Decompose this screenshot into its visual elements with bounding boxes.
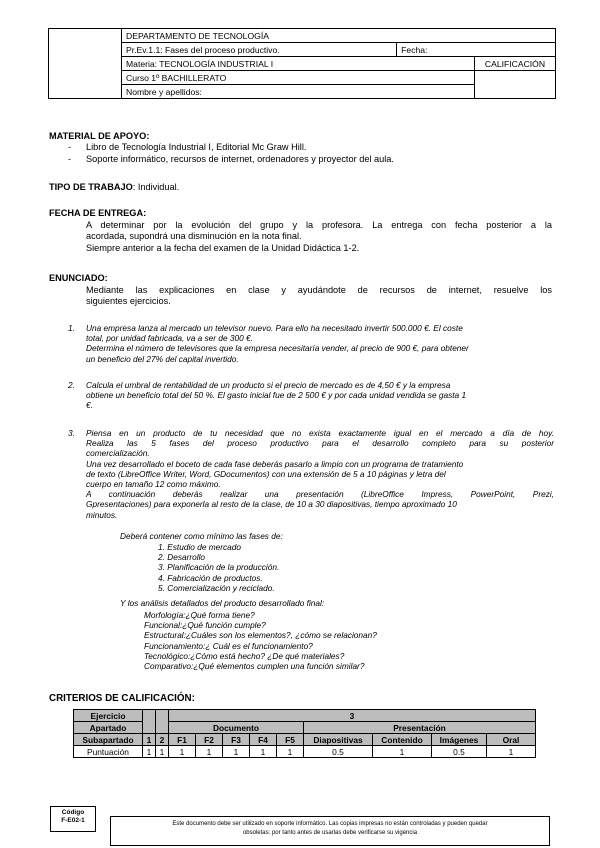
enunciado-line: Mediante las explicaciones en clase y ayudándote de recursos de internet, resuelve los	[86, 285, 552, 295]
tipo-value: : Individual.	[132, 182, 180, 192]
sub-cell: F5	[277, 734, 304, 746]
exercise-line: €.	[86, 400, 93, 411]
fecha-line: acordada, supondrá una disminución en la nota final.	[86, 231, 302, 242]
exercise-line: Realiza las 5 fases del proceso productivo para el desarrollo completo para su posterior	[86, 438, 554, 449]
phase-item: 1. Estudio de mercado	[158, 542, 242, 552]
score-cell: 1	[373, 746, 432, 758]
notice-box	[110, 816, 550, 846]
group-doc: Documento	[169, 722, 304, 734]
exercise-number: 2.	[68, 380, 75, 390]
material-list	[68, 142, 394, 165]
score-cell: 1	[223, 746, 250, 758]
material-heading: MATERIAL DE APOYO:	[49, 131, 150, 141]
phase-item: 5. Comercialización y reciclado.	[158, 582, 275, 593]
ex-cell-blank	[143, 710, 156, 734]
ex-cell-blank	[156, 710, 169, 734]
fecha-heading: FECHA DE ENTREGA:	[49, 208, 147, 218]
exercise-line: minutos.	[86, 509, 118, 520]
sub-cell: F4	[250, 734, 277, 746]
exercise-3	[86, 428, 554, 520]
exercise-line: Piensa en un producto de tu necesidad que no exista exactamente igual en el mercado a día de hoy.	[86, 428, 554, 438]
course-cell: Curso 1º BACHILLERATO	[122, 71, 475, 85]
exercise-line: comercialización.	[86, 448, 150, 459]
phase-item: 3. Planificación de la producción.	[158, 562, 280, 573]
enunciado-heading: ENUNCIADO:	[49, 273, 108, 283]
sub-cell: Diapositivas	[304, 734, 373, 746]
fecha-line: A determinar por la evolución del grupo y la profesora. La entrega con fecha posterior a la	[86, 220, 552, 230]
exercise-line: total, por unidad fabricada, va a ser de 300 €.	[86, 333, 253, 344]
code-value: F-E02-1	[61, 817, 85, 824]
exercise-line: Determina el número de televisores que la empresa necesitaría vender, al precio de 900 €, para obtener	[86, 343, 469, 354]
score-cell: 1	[169, 746, 196, 758]
code-label: Código	[61, 809, 85, 816]
analysis-item: Comparativo:¿Qué elementos cumplen una función similar?	[144, 661, 365, 672]
analysis-list	[144, 610, 377, 671]
subject-cell: Materia: TECNOLOGÍA INDUSTRIAL I	[122, 57, 475, 71]
exercise-line: obtiene un beneficio total del 50 %. El gasto inicial fue de 2 500 € y por cada unidad vendida se gasta 1	[86, 390, 467, 401]
row-label: Puntuación	[74, 746, 143, 758]
enunciado-text	[86, 285, 552, 308]
analysis-item: Estructural:¿Cuáles son los elementos?, ¿cómo se relacionan?	[144, 630, 377, 641]
grade-label-cell: CALIFICACIÓN	[475, 57, 556, 71]
sub-cell: F1	[169, 734, 196, 746]
name-cell: Nombre y apellidos:	[122, 85, 475, 99]
notice-line: Este documento debe ser utilizado en soporte informático. Las copias impresas no están controladas y pueden quedar	[172, 821, 488, 827]
sub-cell: Oral	[487, 734, 536, 746]
sub-cell: Imágenes	[432, 734, 487, 746]
logo-cell	[49, 29, 122, 99]
score-cell: 1	[250, 746, 277, 758]
sub-cell: F3	[223, 734, 250, 746]
exercise-line: Gpresentaciones) para exponerla al resto de la clase, de 10 a 30 diapositivas, tiempo aproximado 10	[86, 499, 457, 510]
phase-item: 2. Desarrollo	[158, 552, 206, 563]
phase-item: 4. Fabricación de productos.	[158, 572, 263, 583]
score-cell: 1	[487, 746, 536, 758]
enunciado-line: siguientes ejercicios.	[86, 296, 171, 307]
criterios-heading: CRITERIOS DE CALIFICACIÓN:	[49, 693, 195, 704]
row-label: Subapartado	[74, 734, 143, 746]
analysis-item: Morfología:¿Qué forma tiene?	[144, 610, 255, 620]
exercise-line: un beneficio del 27% del capital invertido.	[86, 353, 239, 364]
score-cell: 1	[143, 746, 156, 758]
tipo-label: TIPO DE TRABAJO	[49, 182, 133, 192]
fecha-line: Siempre anterior a la fecha del examen de la Unidad Didáctica 1-2.	[86, 242, 360, 253]
score-cell: 1	[277, 746, 304, 758]
exercise-line: Calcula el umbral de rentabilidad de un producto si el precio de mercado es de 4,50 € y la empresa	[86, 380, 451, 390]
fecha-text	[86, 220, 552, 254]
sub-cell: Contenido	[373, 734, 432, 746]
activity-cell: Pr.Ev.1.1: Fases del proceso productivo.	[122, 43, 397, 57]
row-label: Apartado	[74, 722, 143, 734]
analysis-item: Tecnológico:¿Cómo está hecho? ¿De qué materiales?	[144, 650, 345, 661]
analysis-intro: Y los análisis detallados del producto desarrollado final:	[120, 598, 325, 608]
exercise-line: A continuación deberás realizar una presentación (LibreOffice Impress, PowerPoint, Prezi,	[86, 489, 554, 500]
material-item: - Libro de Tecnología Industrial I, Editorial Mc Graw Hill.	[68, 142, 394, 154]
score-cell: 1	[196, 746, 223, 758]
criteria-table	[73, 709, 536, 758]
date-cell: Fecha:	[397, 43, 556, 57]
exercise-1	[86, 323, 556, 364]
department-cell: DEPARTAMENTO DE TECNOLOGÍA	[122, 29, 556, 43]
score-cell: 0.5	[304, 746, 373, 758]
exercise-number: 1.	[68, 323, 75, 333]
phases-intro: Deberá contener como mínimo las fases de:	[120, 531, 283, 541]
notice-line: obsoletas: por tanto antes de usarlas debe verificarse su vigencia	[242, 829, 418, 836]
analysis-item: Funcional:¿Qué función cumple?	[144, 620, 266, 631]
ex3-cell: 3	[169, 710, 536, 722]
ex2-cell: 2	[156, 734, 169, 746]
row-label: Ejercicio	[74, 710, 143, 722]
analysis-item: Funcionamiento:¿ Cuál es el funcionamiento?	[144, 640, 313, 651]
exercise-number: 3.	[68, 428, 75, 438]
code-box	[50, 806, 96, 832]
phases-list	[158, 542, 279, 593]
exercise-2	[86, 380, 556, 411]
score-cell: 1	[156, 746, 169, 758]
tipo-line	[49, 182, 179, 192]
sub-cell: F2	[196, 734, 223, 746]
ex1-cell: 1	[143, 734, 156, 746]
score-cell: 0.5	[432, 746, 487, 758]
header-table	[48, 28, 556, 99]
material-item: - Soporte informático, recursos de internet, ordenadores y proyector del aula.	[68, 154, 394, 166]
exercise-line: de texto (LibreOffice Writer, Word, GDocumentos) con una extensión de 5 a 10 páginas y letra del	[86, 468, 446, 479]
exercise-line: cuerpo en tamaño 12 como máximo.	[86, 479, 221, 490]
exercise-line: Una vez desarrollado el boceto de cada fase deberás pasarlo a limpio con un programa de tratamiento	[86, 458, 464, 469]
exercise-line: Una empresa lanza al mercado un televisor nuevo. Para ello ha necesitado invertir 500.000 €. El coste	[86, 323, 463, 333]
group-pres: Presentación	[304, 722, 536, 734]
grade-box	[475, 71, 556, 99]
